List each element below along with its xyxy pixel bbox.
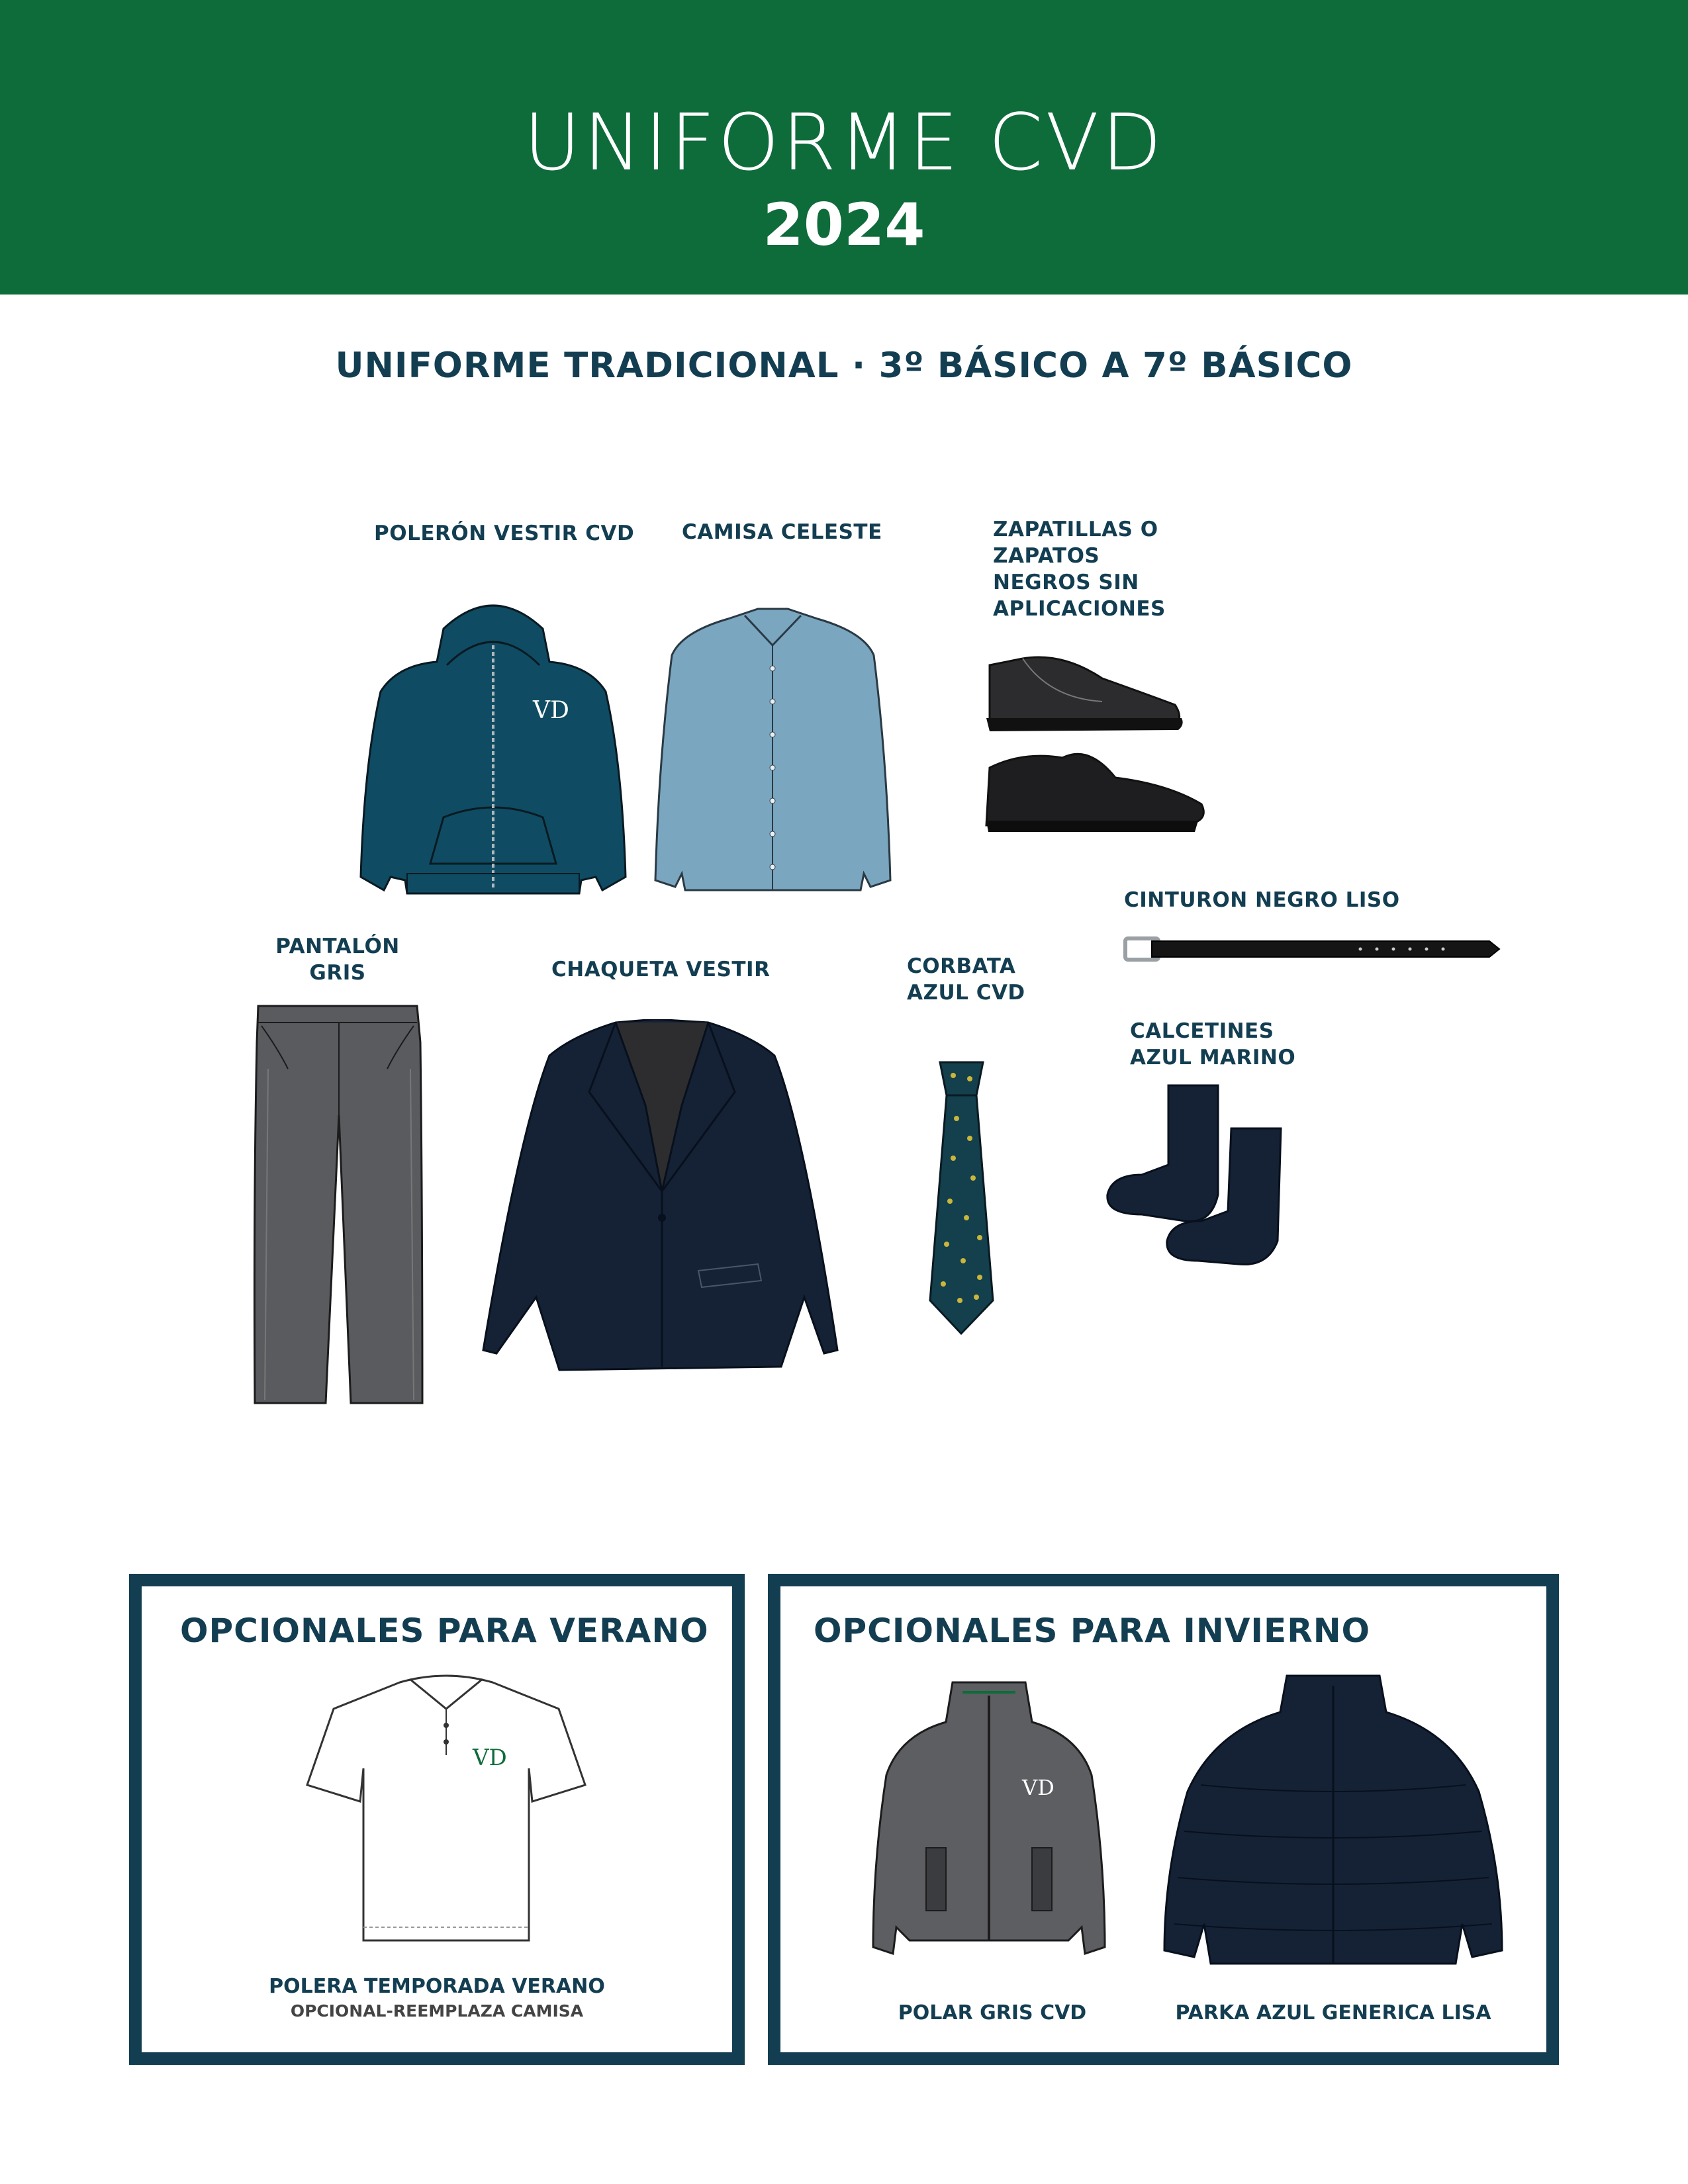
section-title: UNIFORME TRADICIONAL · 3º BÁSICO A 7º BÁSICO [335,345,1353,386]
tie-illustration [927,1059,996,1337]
socks-illustration [1102,1082,1288,1271]
label-corbata: CORBATA AZUL CVD [907,954,1025,1005]
summer-box-title: OPCIONALES PARA VERANO [180,1612,709,1650]
label-pantalon: PANTALÓN GRIS [275,934,400,985]
label-calcetines: CALCETINES AZUL MARINO [1130,1019,1296,1069]
parka-illustration [1161,1672,1505,1970]
trousers-illustration [252,1003,427,1406]
page-year: 2024 [763,191,925,259]
label-poleron: POLERÓN VESTIR CVD [374,522,635,545]
summer-optional-box [129,1574,745,2065]
header-banner [0,0,1688,295]
shirt-illustration [652,596,894,893]
winter-optional-box [768,1574,1559,2065]
fleece-logo: VD [1022,1775,1055,1800]
fleece-jacket-illustration [870,1676,1108,1967]
winter-item1-caption: POLAR GRIS CVD [898,2001,1087,2025]
winter-box-title: OPCIONALES PARA INVIERNO [814,1612,1371,1650]
hoodie-illustration [357,599,629,897]
shoes-illustration [983,652,1208,850]
label-chaqueta: CHAQUETA VESTIR [551,958,771,981]
label-zapatos: ZAPATILLAS O ZAPATOS NEGROS SIN APLICACIONES [993,518,1166,621]
page-title: UNIFORME CVD [523,97,1165,188]
hoodie-logo: VD [533,697,569,724]
summer-item-caption: POLERA TEMPORADA VERANO [269,1975,605,1998]
summer-item-note: OPCIONAL-REEMPLAZA CAMISA [290,2001,584,2021]
winter-item2-caption: PARKA AZUL GENERICA LISA [1175,2001,1491,2025]
label-camisa: CAMISA CELESTE [682,520,882,544]
label-cinturon: CINTURON NEGRO LISO [1124,888,1400,912]
belt-illustration [1122,933,1503,966]
polo-shirt-illustration [301,1669,592,1947]
blazer-illustration [480,1019,841,1377]
polo-logo: VD [473,1745,507,1771]
